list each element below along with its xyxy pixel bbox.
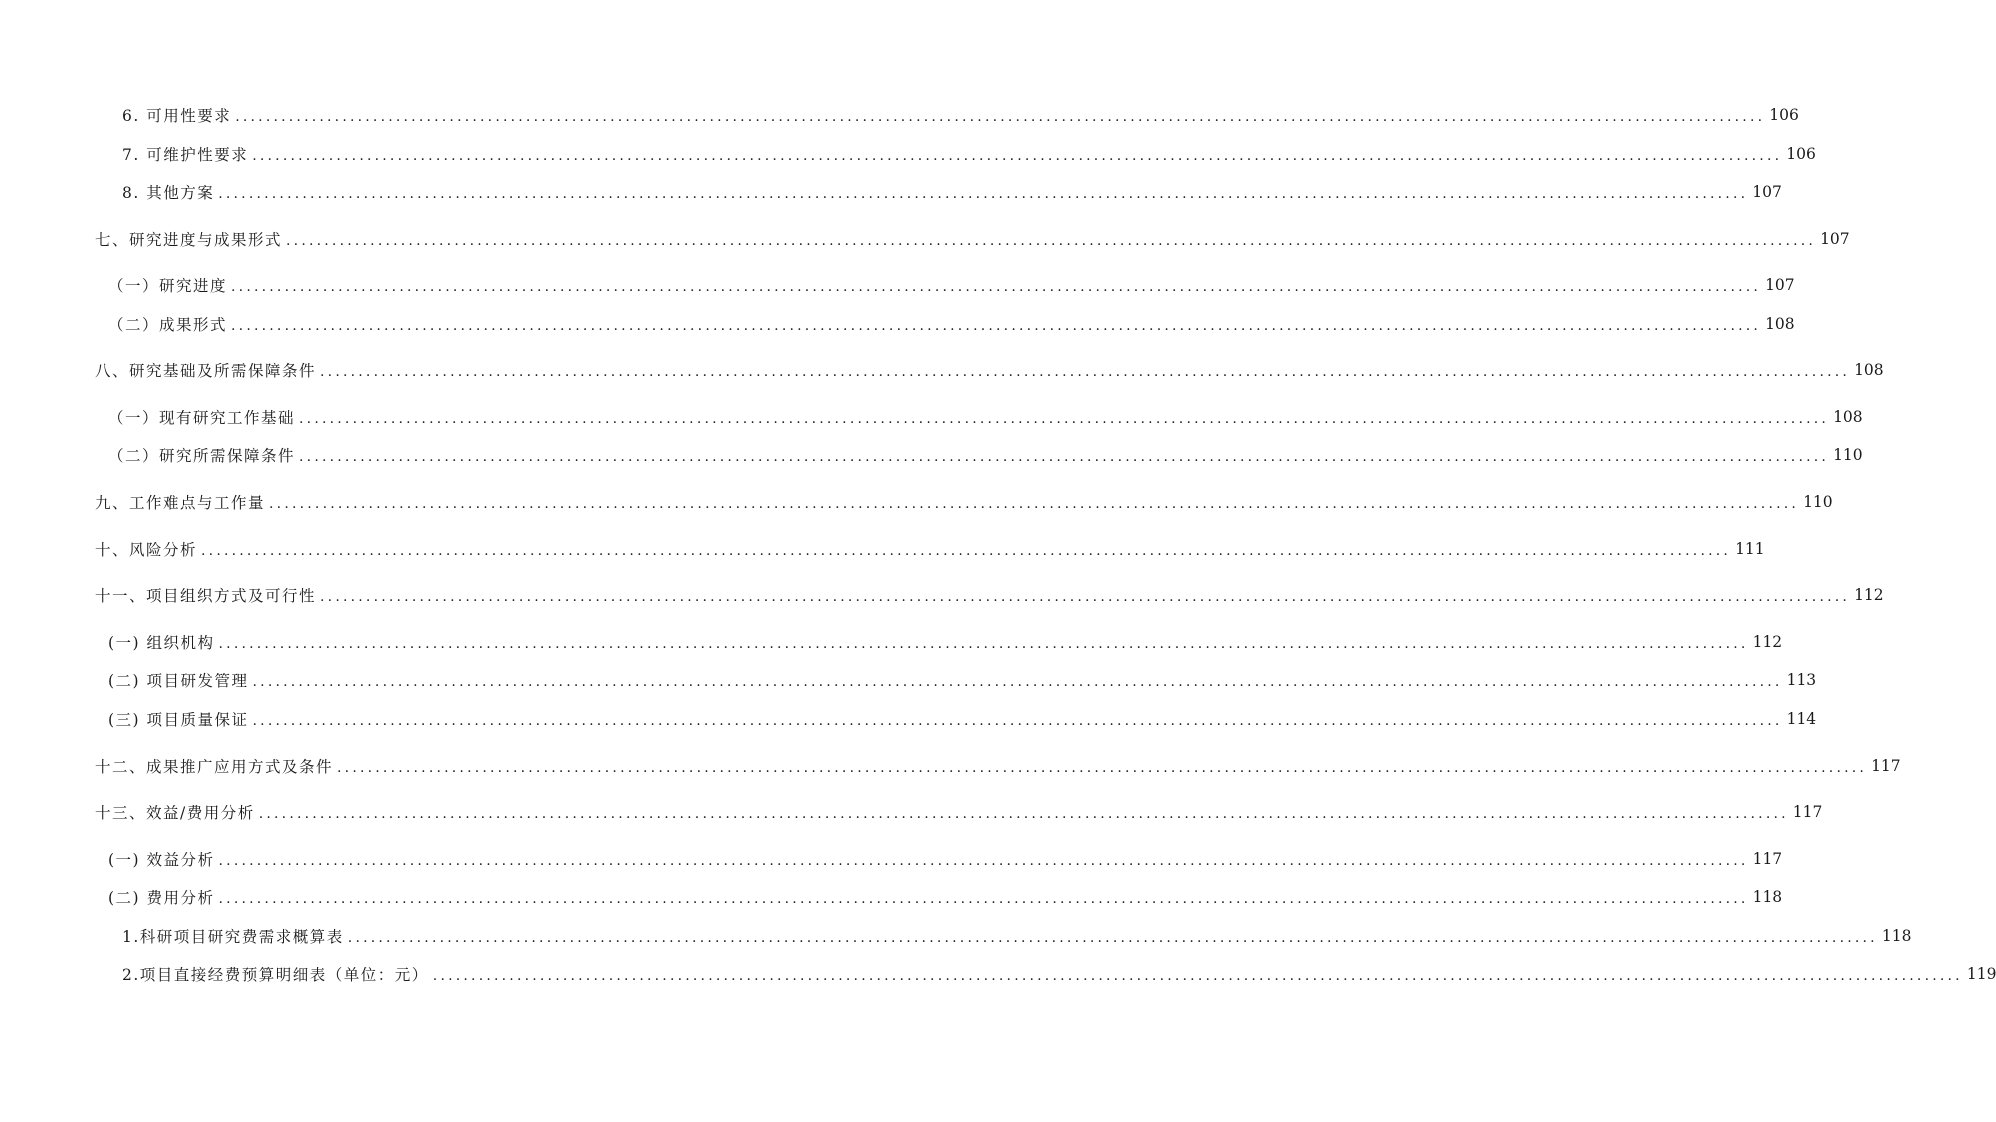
toc-entry-page: 119 <box>1966 965 1996 983</box>
toc-entry[interactable] <box>95 800 1823 824</box>
toc-entry-page: 110 <box>1803 493 1833 511</box>
toc-entry-page: 106 <box>1786 145 1816 163</box>
toc-entry-label: 6. 可用性要求 <box>122 107 232 125</box>
toc-entry-label: （二）研究所需保障条件 <box>108 447 296 465</box>
toc-entry-page: 110 <box>1833 446 1863 464</box>
toc-entry[interactable] <box>108 630 1783 654</box>
toc-entry-page: 107 <box>1820 230 1850 248</box>
dot-leader: ........................................................................................................................................................................................................ <box>231 279 1762 295</box>
toc-entry-label: （二）成果形式 <box>108 316 228 334</box>
dot-leader: ........................................................................................................................................................................................................ <box>218 636 1749 652</box>
toc-entry-page: 108 <box>1765 315 1795 333</box>
dot-leader: ........................................................................................................................................................................................................ <box>218 186 1749 202</box>
dot-leader: ........................................................................................................................................................................................................ <box>320 589 1851 605</box>
toc-entry-label: (二) 费用分析 <box>108 889 215 907</box>
toc-entry-label: 十二、成果推广应用方式及条件 <box>95 758 334 776</box>
dot-leader: ........................................................................................................................................................................................................ <box>269 496 1800 512</box>
toc-entry[interactable] <box>122 962 1996 986</box>
toc-entry[interactable] <box>95 490 1833 514</box>
toc-entry-page: 106 <box>1769 106 1799 124</box>
dot-leader: ........................................................................................................................................................................................................ <box>235 109 1766 125</box>
toc-entry[interactable] <box>108 668 1817 692</box>
toc-entry-label: 十一、项目组织方式及可行性 <box>95 587 317 605</box>
dot-leader: ........................................................................................................................................................................................................ <box>252 674 1783 690</box>
toc-entry[interactable] <box>95 358 1884 382</box>
toc-entry-page: 112 <box>1854 586 1884 604</box>
toc-entry[interactable] <box>95 583 1884 607</box>
toc-entry[interactable] <box>95 754 1901 778</box>
toc-entry-page: 117 <box>1752 850 1783 868</box>
toc-entry[interactable] <box>122 103 1799 127</box>
toc-entry-page: 117 <box>1871 757 1901 775</box>
toc-entry-label: 十三、效益/费用分析 <box>95 804 255 822</box>
toc-entry-label: (一) 效益分析 <box>108 851 215 869</box>
toc-entry[interactable] <box>95 227 1850 251</box>
toc-entry[interactable] <box>108 707 1817 731</box>
dot-leader: ........................................................................................................................................................................................................ <box>286 233 1817 249</box>
toc-entry[interactable] <box>122 142 1816 166</box>
toc-entry[interactable] <box>122 180 1782 204</box>
toc-entry[interactable] <box>108 405 1863 429</box>
dot-leader: ........................................................................................................................................................................................................ <box>252 148 1783 164</box>
toc-entry-page: 108 <box>1833 408 1863 426</box>
dot-leader: ........................................................................................................................................................................................................ <box>347 930 1878 946</box>
toc-entry-label: 2.项目直接经费预算明细表（单位：元） <box>122 966 429 984</box>
toc-entry-page: 118 <box>1881 927 1912 945</box>
dot-leader: ........................................................................................................................................................................................................ <box>320 364 1851 380</box>
toc-entry-label: （一）研究进度 <box>108 277 228 295</box>
toc-entry-page: 113 <box>1786 671 1817 689</box>
toc-entry-label: 八、研究基础及所需保障条件 <box>95 362 317 380</box>
toc-entry-page: 107 <box>1752 183 1782 201</box>
dot-leader: ........................................................................................................................................................................................................ <box>299 411 1830 427</box>
toc-entry-label: (一) 组织机构 <box>108 634 215 652</box>
toc-entry-label: (三) 项目质量保证 <box>108 711 249 729</box>
dot-leader: ........................................................................................................................................................................................................ <box>231 318 1762 334</box>
toc-entry-label: （一）现有研究工作基础 <box>108 409 296 427</box>
toc-entry-page: 107 <box>1765 276 1795 294</box>
toc-entry[interactable] <box>108 273 1795 297</box>
toc-entry-label: 九、工作难点与工作量 <box>95 494 266 512</box>
toc-entry[interactable] <box>108 443 1863 467</box>
toc-entry-label: 1.科研项目研究费需求概算表 <box>122 928 344 946</box>
toc-entry-label: 8. 其他方案 <box>122 184 215 202</box>
dot-leader: ........................................................................................................................................................................................................ <box>218 853 1749 869</box>
dot-leader: ........................................................................................................................................................................................................ <box>201 543 1732 559</box>
toc-entry-label: 十、风险分析 <box>95 541 198 559</box>
toc-entry[interactable] <box>108 312 1795 336</box>
dot-leader: ........................................................................................................................................................................................................ <box>337 760 1868 776</box>
toc-entry-page: 114 <box>1786 710 1817 728</box>
toc-entry[interactable] <box>95 537 1765 561</box>
dot-leader: ........................................................................................................................................................................................................ <box>252 713 1783 729</box>
toc-entry-label: 7. 可维护性要求 <box>122 146 249 164</box>
toc-entry-page: 112 <box>1752 633 1783 651</box>
toc-entry-page: 117 <box>1792 803 1823 821</box>
toc-entry-page: 108 <box>1854 361 1884 379</box>
toc-entry-page: 111 <box>1735 540 1765 558</box>
dot-leader: ........................................................................................................................................................................................................ <box>258 806 1789 822</box>
toc-entry-label: (二) 项目研发管理 <box>108 672 249 690</box>
toc-entry[interactable] <box>108 847 1783 871</box>
toc-entry-page: 118 <box>1752 888 1783 906</box>
dot-leader: ........................................................................................................................................................................................................ <box>432 968 1963 984</box>
toc-entry[interactable] <box>108 885 1783 909</box>
dot-leader: ........................................................................................................................................................................................................ <box>299 449 1830 465</box>
dot-leader: ........................................................................................................................................................................................................ <box>218 891 1749 907</box>
toc-entry-label: 七、研究进度与成果形式 <box>95 231 283 249</box>
toc-entry[interactable] <box>122 924 1912 948</box>
